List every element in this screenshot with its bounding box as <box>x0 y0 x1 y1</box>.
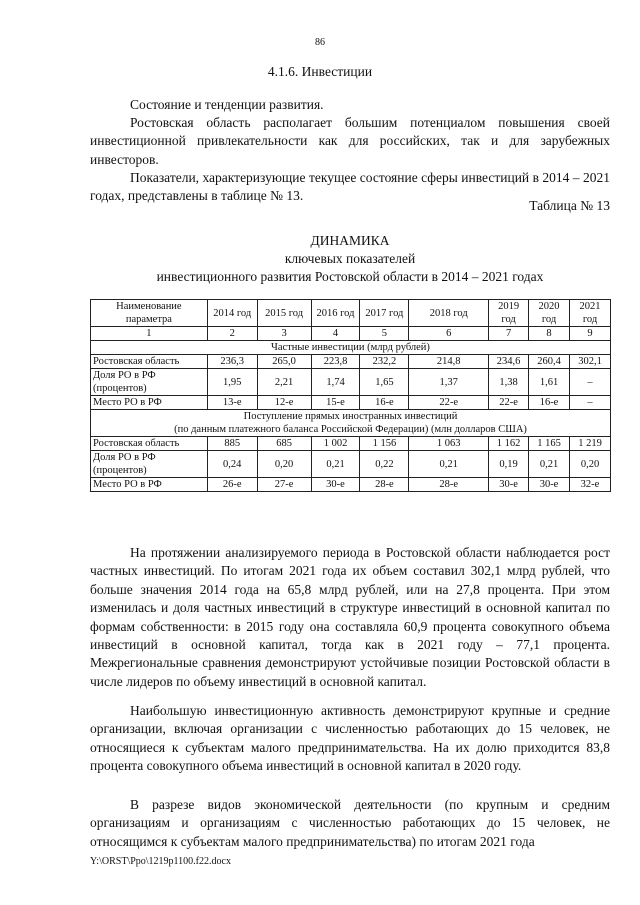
section-row-foreign-investment <box>91 410 611 437</box>
value-cell: 1 165 <box>529 437 570 451</box>
value-cell: 1,65 <box>360 369 409 396</box>
header-cell: 2019 год <box>489 300 529 327</box>
investment-table <box>90 299 611 492</box>
table-heading-title: ДИНАМИКА <box>310 233 390 248</box>
section-row-private-investment <box>91 341 611 355</box>
value-cell: 2,21 <box>257 369 311 396</box>
value-cell: 16-е <box>529 396 570 410</box>
value-cell: 1,74 <box>311 369 360 396</box>
intro-paragraph-1: Состояние и тенденции развития. <box>130 97 324 112</box>
value-cell: 260,4 <box>529 355 570 369</box>
value-cell: 1,61 <box>529 369 570 396</box>
value-cell: 1,38 <box>489 369 529 396</box>
table-header-row <box>91 300 611 327</box>
table-row <box>91 478 611 492</box>
header-cell: Наименование параметра <box>91 300 208 327</box>
header-cell: 2014 год <box>207 300 257 327</box>
value-cell: 32-е <box>570 478 611 492</box>
section-title-foreign-investment <box>91 410 611 437</box>
value-cell: 214,8 <box>409 355 489 369</box>
value-cell: – <box>570 396 611 410</box>
table-row <box>91 451 611 478</box>
value-cell: 0,19 <box>489 451 529 478</box>
value-cell: 0,20 <box>570 451 611 478</box>
header-cell: 2020 год <box>529 300 570 327</box>
numbering-cell: 5 <box>360 327 409 341</box>
row-label: Доля РО в РФ (процентов) <box>91 451 208 478</box>
table-heading-line3: инвестиционного развития Ростовской области в 2014 – 2021 годах <box>156 269 544 284</box>
value-cell: 302,1 <box>570 355 611 369</box>
value-cell: 0,24 <box>207 451 257 478</box>
table-row <box>91 369 611 396</box>
value-cell: 28-е <box>360 478 409 492</box>
numbering-cell: 7 <box>489 327 529 341</box>
page-number: 86 <box>315 37 325 48</box>
table-row <box>91 355 611 369</box>
row-label: Место РО в РФ <box>91 396 208 410</box>
value-cell: 0,21 <box>529 451 570 478</box>
row-label: Ростовская область <box>91 355 208 369</box>
body-paragraph-1: На протяжении анализируемого периода в Ростовской области наблюдается рост частных инвестиций. По итогам 2021 года их объем составил 302,1 млрд рублей, что больше значения 2014 года на 65,8 млрд рублей, или на 27,8 процента. При этом изменилась и доля частных инвестиций в структуре инвестиций в основной капитал по формам собственности: в 2015 году она составляла 60,9 процента совокупного объема инвестиций в основной капитал, тогда как в 2021 году – 77,1 процента. Межрегиональные сравнения демонстрируют устойчивые позиции Ростовской области в числе лидеров по объему инвестиций в основной капитал. <box>90 545 610 689</box>
header-cell: 2021 год <box>570 300 611 327</box>
value-cell: 30-е <box>489 478 529 492</box>
value-cell: 223,8 <box>311 355 360 369</box>
intro-paragraph-3: Показатели, характеризующие текущее состояние сферы инвестиций в 2014 – 2021 годах, представлены в таблице № 13. <box>90 170 610 204</box>
value-cell: 885 <box>207 437 257 451</box>
numbering-cell: 1 <box>91 327 208 341</box>
value-cell: 0,21 <box>311 451 360 478</box>
value-cell: 1,95 <box>207 369 257 396</box>
value-cell: 0,20 <box>257 451 311 478</box>
value-cell: 16-е <box>360 396 409 410</box>
numbering-cell: 6 <box>409 327 489 341</box>
value-cell: 1,37 <box>409 369 489 396</box>
value-cell: 13-е <box>207 396 257 410</box>
value-cell: 234,6 <box>489 355 529 369</box>
section-title: 4.1.6. Инвестиции <box>267 64 373 79</box>
section-title-line: Поступление прямых иностранных инвестиций <box>243 411 458 422</box>
value-cell: 28-е <box>409 478 489 492</box>
intro-paragraph-2: Ростовская область располагает большим потенциалом повышения своей инвестиционной привлекательности как для российских, так и для зарубежных инвесторов. <box>90 115 610 167</box>
value-cell: 0,22 <box>360 451 409 478</box>
value-cell: 22-е <box>409 396 489 410</box>
value-cell: 1 156 <box>360 437 409 451</box>
value-cell: 30-е <box>311 478 360 492</box>
row-label: Ростовская область <box>91 437 208 451</box>
value-cell: 30-е <box>529 478 570 492</box>
value-cell: 27-е <box>257 478 311 492</box>
row-label: Доля РО в РФ (процентов) <box>91 369 208 396</box>
value-cell: 1 219 <box>570 437 611 451</box>
header-cell: 2017 год <box>360 300 409 327</box>
numbering-cell: 2 <box>207 327 257 341</box>
value-cell: 232,2 <box>360 355 409 369</box>
row-label: Место РО в РФ <box>91 478 208 492</box>
value-cell: 22-е <box>489 396 529 410</box>
table-row <box>91 396 611 410</box>
value-cell: 265,0 <box>257 355 311 369</box>
value-cell: 26-е <box>207 478 257 492</box>
numbering-cell: 3 <box>257 327 311 341</box>
numbering-cell: 9 <box>570 327 611 341</box>
table-numbering-row <box>91 327 611 341</box>
value-cell: 236,3 <box>207 355 257 369</box>
numbering-cell: 8 <box>529 327 570 341</box>
header-cell: 2018 год <box>409 300 489 327</box>
section-title-line: (по данным платежного баланса Российской Федерации) (млн долларов США) <box>174 424 527 435</box>
header-cell: 2016 год <box>311 300 360 327</box>
value-cell: – <box>570 369 611 396</box>
value-cell: 685 <box>257 437 311 451</box>
body-paragraph-3: В разрезе видов экономической деятельности (по крупным и средним организациям и организациям с численностью работающих до 15 человек, не относящимся к субъектам малого предпринимательства) по итогам 2021 года <box>90 797 610 849</box>
value-cell: 15-е <box>311 396 360 410</box>
section-title-private-investment: Частные инвестиции (млрд рублей) <box>91 341 611 355</box>
header-cell: 2015 год <box>257 300 311 327</box>
numbering-cell: 4 <box>311 327 360 341</box>
value-cell: 0,21 <box>409 451 489 478</box>
table-heading-line2: ключевых показателей <box>284 251 416 266</box>
value-cell: 1 002 <box>311 437 360 451</box>
body-paragraph-2: Наибольшую инвестиционную активность демонстрируют крупные и средние организации, включая организации с численностью работающих до 15 человек, не относящиеся к субъектам малого предпринимательства. На их долю приходится 83,8 процента совокупного объема инвестиций в основной капитал в 2020 году. <box>90 703 610 774</box>
table-row <box>91 437 611 451</box>
value-cell: 12-е <box>257 396 311 410</box>
value-cell: 1 162 <box>489 437 529 451</box>
file-path-footer: Y:\ORST\Ppo\1219p1100.f22.docx <box>90 856 231 867</box>
value-cell: 1 063 <box>409 437 489 451</box>
table-label: Таблица № 13 <box>529 198 610 213</box>
